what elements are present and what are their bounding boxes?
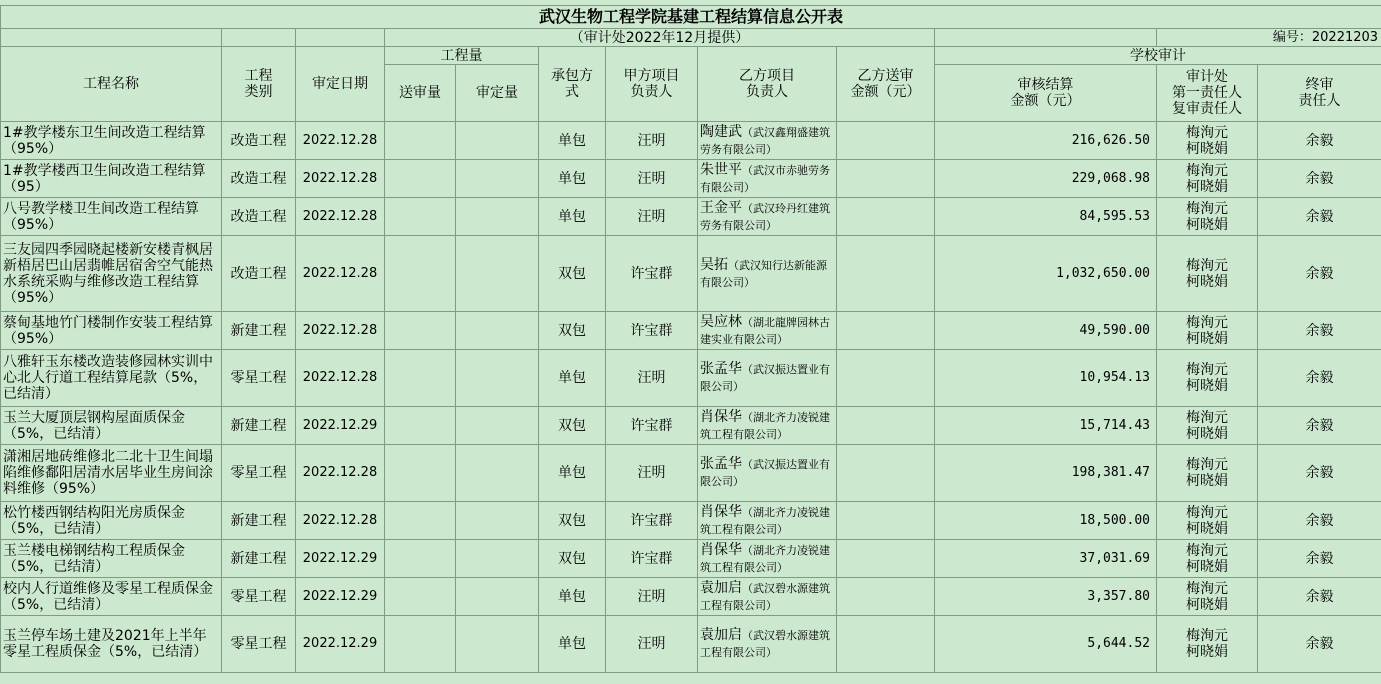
table-row: [1, 198, 1381, 236]
header-b-amount-text: 乙方送审 金额（元）: [850, 68, 921, 100]
cell-contract[interactable]: 双包: [539, 236, 606, 312]
cell-approve-qty[interactable]: [456, 445, 539, 502]
b-party-company: （武汉碧水源建筑工程有限公司）: [700, 629, 830, 659]
cell-send-qty[interactable]: [385, 616, 456, 673]
cell-a-party[interactable]: 许宝群: [606, 407, 698, 445]
table-row: [1, 236, 1381, 312]
table-row: [1, 578, 1381, 616]
header-final-text: 终审 责任人: [1298, 77, 1341, 109]
b-party-name: 袁加启: [700, 579, 742, 596]
cell-project-type[interactable]: 新建工程: [222, 407, 296, 445]
header-type-text: 工程 类别: [244, 68, 273, 100]
cell-b-party[interactable]: [698, 502, 837, 540]
cell-project-name[interactable]: 潇湘居地砖维修北二北十卫生间塌陷维修鄱阳居清水居毕业生房间涂料维修（95%）: [1, 445, 222, 502]
cell-contract[interactable]: 双包: [539, 540, 606, 578]
table-row: [1, 407, 1381, 445]
cell-date[interactable]: 2022.12.29: [296, 616, 385, 673]
b-party-name: 张孟华: [700, 456, 742, 472]
header-contract-text: 承包方 式: [551, 68, 593, 100]
b-party-name: 王金平: [700, 199, 742, 216]
cell-project-name[interactable]: 蔡甸基地竹门楼制作安装工程结算（95%）: [1, 312, 222, 350]
header-b-amount[interactable]: [837, 47, 935, 122]
cell-date[interactable]: 2022.12.28: [296, 198, 385, 236]
cell-approve-qty[interactable]: [456, 236, 539, 312]
table-row: [1, 350, 1381, 407]
cell-audit-first[interactable]: 梅洵元 柯晓娟: [1157, 198, 1258, 236]
cell-project-name[interactable]: 玉兰停车场土建及2021年上半年零星工程质保金（5%，已结清）: [1, 616, 222, 673]
cell-audit-first[interactable]: 梅洵元 柯晓娟: [1157, 502, 1258, 540]
cell-approve-qty[interactable]: [456, 122, 539, 160]
cell-final[interactable]: 余毅: [1258, 236, 1381, 312]
cell-b-amount[interactable]: [837, 616, 935, 673]
b-party-company: （湖北齐力凌锐建筑工程有限公司）: [700, 505, 830, 536]
header-a-party-text: 甲方项目 负责人: [623, 68, 680, 100]
cell-project-name[interactable]: 1#教学楼东卫生间改造工程结算（95%）: [1, 122, 222, 160]
cell-b-party[interactable]: [698, 198, 837, 236]
cell-project-name[interactable]: 八雅轩玉东楼改造装修园林实训中心北人行道工程结算尾款（5%，已结清）: [1, 350, 222, 407]
table-row: [1, 122, 1381, 160]
cell-project-name[interactable]: 1#教学楼西卫生间改造工程结算（95）: [1, 160, 222, 198]
cell-send-qty[interactable]: [385, 312, 456, 350]
cell-date[interactable]: 2022.12.29: [296, 407, 385, 445]
cell-b-party[interactable]: [698, 312, 837, 350]
b-party-company: （湖北龍牌园林古建实业有限公司）: [700, 315, 830, 346]
cell-a-party[interactable]: 汪明: [606, 616, 698, 673]
cell-send-qty[interactable]: [385, 198, 456, 236]
cell-b-party[interactable]: [698, 122, 837, 160]
empty-cell[interactable]: [222, 29, 296, 47]
cell-project-type[interactable]: 新建工程: [222, 540, 296, 578]
serial-number[interactable]: 编号：20221203: [1157, 29, 1381, 47]
cell-date[interactable]: 2022.12.29: [296, 540, 385, 578]
header-audit-amount-text: 审核结算 金额（元）: [1010, 77, 1081, 109]
cell-approve-qty[interactable]: [456, 160, 539, 198]
cell-approve-qty[interactable]: [456, 502, 539, 540]
cell-b-party[interactable]: [698, 540, 837, 578]
cell-approve-qty[interactable]: [456, 407, 539, 445]
b-party-name: 肖保华: [700, 541, 742, 558]
cell-contract[interactable]: 双包: [539, 502, 606, 540]
cell-contract[interactable]: 双包: [539, 407, 606, 445]
cell-a-party[interactable]: 许宝群: [606, 540, 698, 578]
cell-send-qty[interactable]: [385, 502, 456, 540]
b-party-company: （武汉振达置业有限公司）: [700, 458, 830, 488]
cell-audit-first[interactable]: 梅洵元 柯晓娟: [1157, 350, 1258, 407]
cell-contract[interactable]: 单包: [539, 160, 606, 198]
cell-project-type[interactable]: 零星工程: [222, 616, 296, 673]
cell-b-amount[interactable]: [837, 445, 935, 502]
cell-final[interactable]: 余毅: [1258, 350, 1381, 407]
cell-contract[interactable]: 单包: [539, 445, 606, 502]
b-party-company: （武汉市赤驰劳务有限公司）: [700, 163, 830, 194]
cell-audit-first[interactable]: 梅洵元 柯晓娟: [1157, 236, 1258, 312]
cell-project-type[interactable]: 改造工程: [222, 198, 296, 236]
header-final[interactable]: [1258, 65, 1381, 122]
cell-project-type[interactable]: 零星工程: [222, 445, 296, 502]
cell-final[interactable]: 余毅: [1258, 122, 1381, 160]
b-party-company: （武汉玲丹红建筑劳务有限公司）: [700, 201, 830, 232]
header-b-party[interactable]: [698, 47, 837, 122]
cell-final[interactable]: 余毅: [1258, 578, 1381, 616]
cell-final[interactable]: 余毅: [1258, 616, 1381, 673]
cell-contract[interactable]: 单包: [539, 350, 606, 407]
b-party-name: 吴拓: [700, 256, 728, 273]
cell-audit-amount[interactable]: 216,626.50: [935, 122, 1157, 160]
cell-final[interactable]: 余毅: [1258, 198, 1381, 236]
cell-approve-qty[interactable]: [456, 540, 539, 578]
b-party-company: （武汉知行达新能源有限公司）: [700, 258, 827, 289]
cell-b-party[interactable]: [698, 578, 837, 616]
cell-audit-amount[interactable]: 37,031.69: [935, 540, 1157, 578]
cell-b-amount[interactable]: [837, 540, 935, 578]
b-party-company: （武汉鑫翔盛建筑劳务有限公司）: [700, 125, 830, 156]
cell-a-party[interactable]: 汪明: [606, 198, 698, 236]
cell-approve-qty[interactable]: [456, 616, 539, 673]
table-row: [1, 160, 1381, 198]
header-b-party-text: 乙方项目 负责人: [739, 68, 795, 100]
cell-contract[interactable]: 单包: [539, 122, 606, 160]
cell-project-type[interactable]: 零星工程: [222, 578, 296, 616]
table-row: [1, 445, 1381, 502]
cell-date[interactable]: 2022.12.28: [296, 236, 385, 312]
cell-date[interactable]: 2022.12.28: [296, 160, 385, 198]
cell-audit-amount[interactable]: 5,644.52: [935, 616, 1157, 673]
table-row: [1, 502, 1381, 540]
page-title[interactable]: 武汉生物工程学院基建工程结算信息公开表: [1, 6, 1381, 29]
cell-project-name[interactable]: 三友园四季园晓起楼新安楼青枫居新梧居巴山居翡帷居宿舍空气能热水系统采购与维修改造工程结算（95%）: [1, 236, 222, 312]
cell-b-party[interactable]: [698, 445, 837, 502]
header-quantity[interactable]: 工程量: [385, 47, 539, 65]
cell-final[interactable]: 余毅: [1258, 312, 1381, 350]
cell-audit-amount[interactable]: 15,714.43: [935, 407, 1157, 445]
cell-a-party[interactable]: 许宝群: [606, 312, 698, 350]
cell-audit-amount[interactable]: 49,590.00: [935, 312, 1157, 350]
cell-send-qty[interactable]: [385, 540, 456, 578]
b-party-name: 张孟华: [700, 361, 742, 377]
b-party-company: （湖北齐力凌锐建筑工程有限公司）: [700, 543, 830, 574]
cell-project-name[interactable]: 松竹楼西钢结构阳光房质保金（5%，已结清）: [1, 502, 222, 540]
empty-cell[interactable]: [1, 29, 222, 47]
cell-project-type[interactable]: 改造工程: [222, 122, 296, 160]
cell-audit-amount[interactable]: 84,595.53: [935, 198, 1157, 236]
cell-a-party[interactable]: 汪明: [606, 578, 698, 616]
empty-cell[interactable]: [296, 29, 385, 47]
cell-send-qty[interactable]: [385, 445, 456, 502]
header-date[interactable]: 审定日期: [296, 47, 385, 122]
cell-a-party[interactable]: 汪明: [606, 350, 698, 407]
cell-b-party[interactable]: [698, 350, 837, 407]
cell-b-party[interactable]: [698, 407, 837, 445]
cell-b-amount[interactable]: [837, 312, 935, 350]
cell-audit-first[interactable]: 梅洵元 柯晓娟: [1157, 160, 1258, 198]
header-audit-first-text: 审计处 第一责任人 复审责任人: [1172, 69, 1242, 117]
cell-project-name[interactable]: 校内人行道维修及零星工程质保金（5%，已结清）: [1, 578, 222, 616]
empty-cell[interactable]: [935, 29, 1157, 47]
cell-send-qty[interactable]: [385, 578, 456, 616]
cell-project-type[interactable]: 改造工程: [222, 236, 296, 312]
cell-a-party[interactable]: 汪明: [606, 445, 698, 502]
subtitle[interactable]: （审计处2022年12月提供）: [385, 29, 935, 47]
cell-audit-first[interactable]: 梅洵元 柯晓娟: [1157, 312, 1258, 350]
cell-project-type[interactable]: 新建工程: [222, 502, 296, 540]
b-party-company: （湖北齐力凌锐建筑工程有限公司）: [700, 410, 830, 441]
cell-contract[interactable]: 单包: [539, 578, 606, 616]
cell-final[interactable]: 余毅: [1258, 407, 1381, 445]
cell-audit-amount[interactable]: 3,357.80: [935, 578, 1157, 616]
cell-final[interactable]: 余毅: [1258, 445, 1381, 502]
cell-send-qty[interactable]: [385, 350, 456, 407]
cell-b-amount[interactable]: [837, 502, 935, 540]
cell-b-amount[interactable]: [837, 198, 935, 236]
header-contract[interactable]: [539, 47, 606, 122]
cell-b-amount[interactable]: [837, 578, 935, 616]
cell-date[interactable]: 2022.12.28: [296, 445, 385, 502]
table-row: [1, 312, 1381, 350]
cell-audit-first[interactable]: 梅洵元 柯晓娟: [1157, 445, 1258, 502]
cell-project-type[interactable]: 新建工程: [222, 312, 296, 350]
b-party-name: 朱世平: [700, 161, 742, 178]
cell-audit-amount[interactable]: 1,032,650.00: [935, 236, 1157, 312]
cell-audit-amount[interactable]: 229,068.98: [935, 160, 1157, 198]
cell-b-party[interactable]: [698, 160, 837, 198]
header-a-party[interactable]: [606, 47, 698, 122]
cell-audit-amount[interactable]: 18,500.00: [935, 502, 1157, 540]
cell-project-name[interactable]: 八号教学楼卫生间改造工程结算（95%）: [1, 198, 222, 236]
table-row: [1, 540, 1381, 578]
cell-project-type[interactable]: 改造工程: [222, 160, 296, 198]
b-party-company: （武汉碧水源建筑工程有限公司）: [700, 581, 830, 612]
cell-send-qty[interactable]: [385, 160, 456, 198]
b-party-name: 肖保华: [700, 408, 742, 425]
cell-project-type[interactable]: 零星工程: [222, 350, 296, 407]
cell-contract[interactable]: 双包: [539, 312, 606, 350]
cell-date[interactable]: 2022.12.28: [296, 350, 385, 407]
header-name[interactable]: 工程名称: [1, 47, 222, 122]
cell-final[interactable]: 余毅: [1258, 502, 1381, 540]
cell-audit-first[interactable]: 梅洵元 柯晓娟: [1157, 407, 1258, 445]
cell-b-amount[interactable]: [837, 160, 935, 198]
cell-send-qty[interactable]: [385, 407, 456, 445]
cell-project-name[interactable]: 玉兰楼电梯钢结构工程质保金（5%，已结清）: [1, 540, 222, 578]
cell-a-party[interactable]: 许宝群: [606, 236, 698, 312]
cell-audit-amount[interactable]: 10,954.13: [935, 350, 1157, 407]
cell-b-amount[interactable]: [837, 350, 935, 407]
cell-a-party[interactable]: 许宝群: [606, 502, 698, 540]
cell-b-party[interactable]: [698, 616, 837, 673]
cell-approve-qty[interactable]: [456, 312, 539, 350]
cell-audit-amount[interactable]: 198,381.47: [935, 445, 1157, 502]
cell-b-party[interactable]: [698, 236, 837, 312]
cell-final[interactable]: 余毅: [1258, 540, 1381, 578]
cell-b-amount[interactable]: [837, 236, 935, 312]
cell-date[interactable]: 2022.12.28: [296, 502, 385, 540]
header-approve-qty[interactable]: 审定量: [456, 65, 539, 122]
cell-b-amount[interactable]: [837, 122, 935, 160]
cell-contract[interactable]: 单包: [539, 198, 606, 236]
header-audit-amount[interactable]: [935, 65, 1157, 122]
cell-date[interactable]: 2022.12.28: [296, 122, 385, 160]
table-row: [1, 616, 1381, 673]
cell-send-qty[interactable]: [385, 122, 456, 160]
cell-audit-first[interactable]: 梅洵元 柯晓娟: [1157, 540, 1258, 578]
cell-b-amount[interactable]: [837, 407, 935, 445]
header-school-audit[interactable]: 学校审计: [935, 47, 1381, 65]
b-party-name: 袁加启: [700, 627, 742, 643]
cell-approve-qty[interactable]: [456, 198, 539, 236]
cell-contract[interactable]: 单包: [539, 616, 606, 673]
header-send-qty[interactable]: 送审量: [385, 65, 456, 122]
cell-date[interactable]: 2022.12.28: [296, 312, 385, 350]
cell-final[interactable]: 余毅: [1258, 160, 1381, 198]
b-party-name: 陶建武: [700, 123, 742, 140]
settlement-table: [0, 5, 1381, 673]
header-audit-first[interactable]: [1157, 65, 1258, 122]
cell-a-party[interactable]: 汪明: [606, 160, 698, 198]
b-party-name: 肖保华: [700, 503, 742, 520]
cell-project-name[interactable]: 玉兰大厦顶层钢构屋面质保金（5%，已结清）: [1, 407, 222, 445]
header-type[interactable]: [222, 47, 296, 122]
cell-send-qty[interactable]: [385, 236, 456, 312]
cell-audit-first[interactable]: 梅洵元 柯晓娟: [1157, 616, 1258, 673]
cell-date[interactable]: 2022.12.29: [296, 578, 385, 616]
cell-audit-first[interactable]: 梅洵元 柯晓娟: [1157, 578, 1258, 616]
cell-approve-qty[interactable]: [456, 350, 539, 407]
b-party-name: 吴应林: [700, 313, 742, 330]
b-party-company: （武汉振达置业有限公司）: [700, 363, 830, 393]
cell-approve-qty[interactable]: [456, 578, 539, 616]
cell-audit-first[interactable]: 梅洵元 柯晓娟: [1157, 122, 1258, 160]
cell-a-party[interactable]: 汪明: [606, 122, 698, 160]
